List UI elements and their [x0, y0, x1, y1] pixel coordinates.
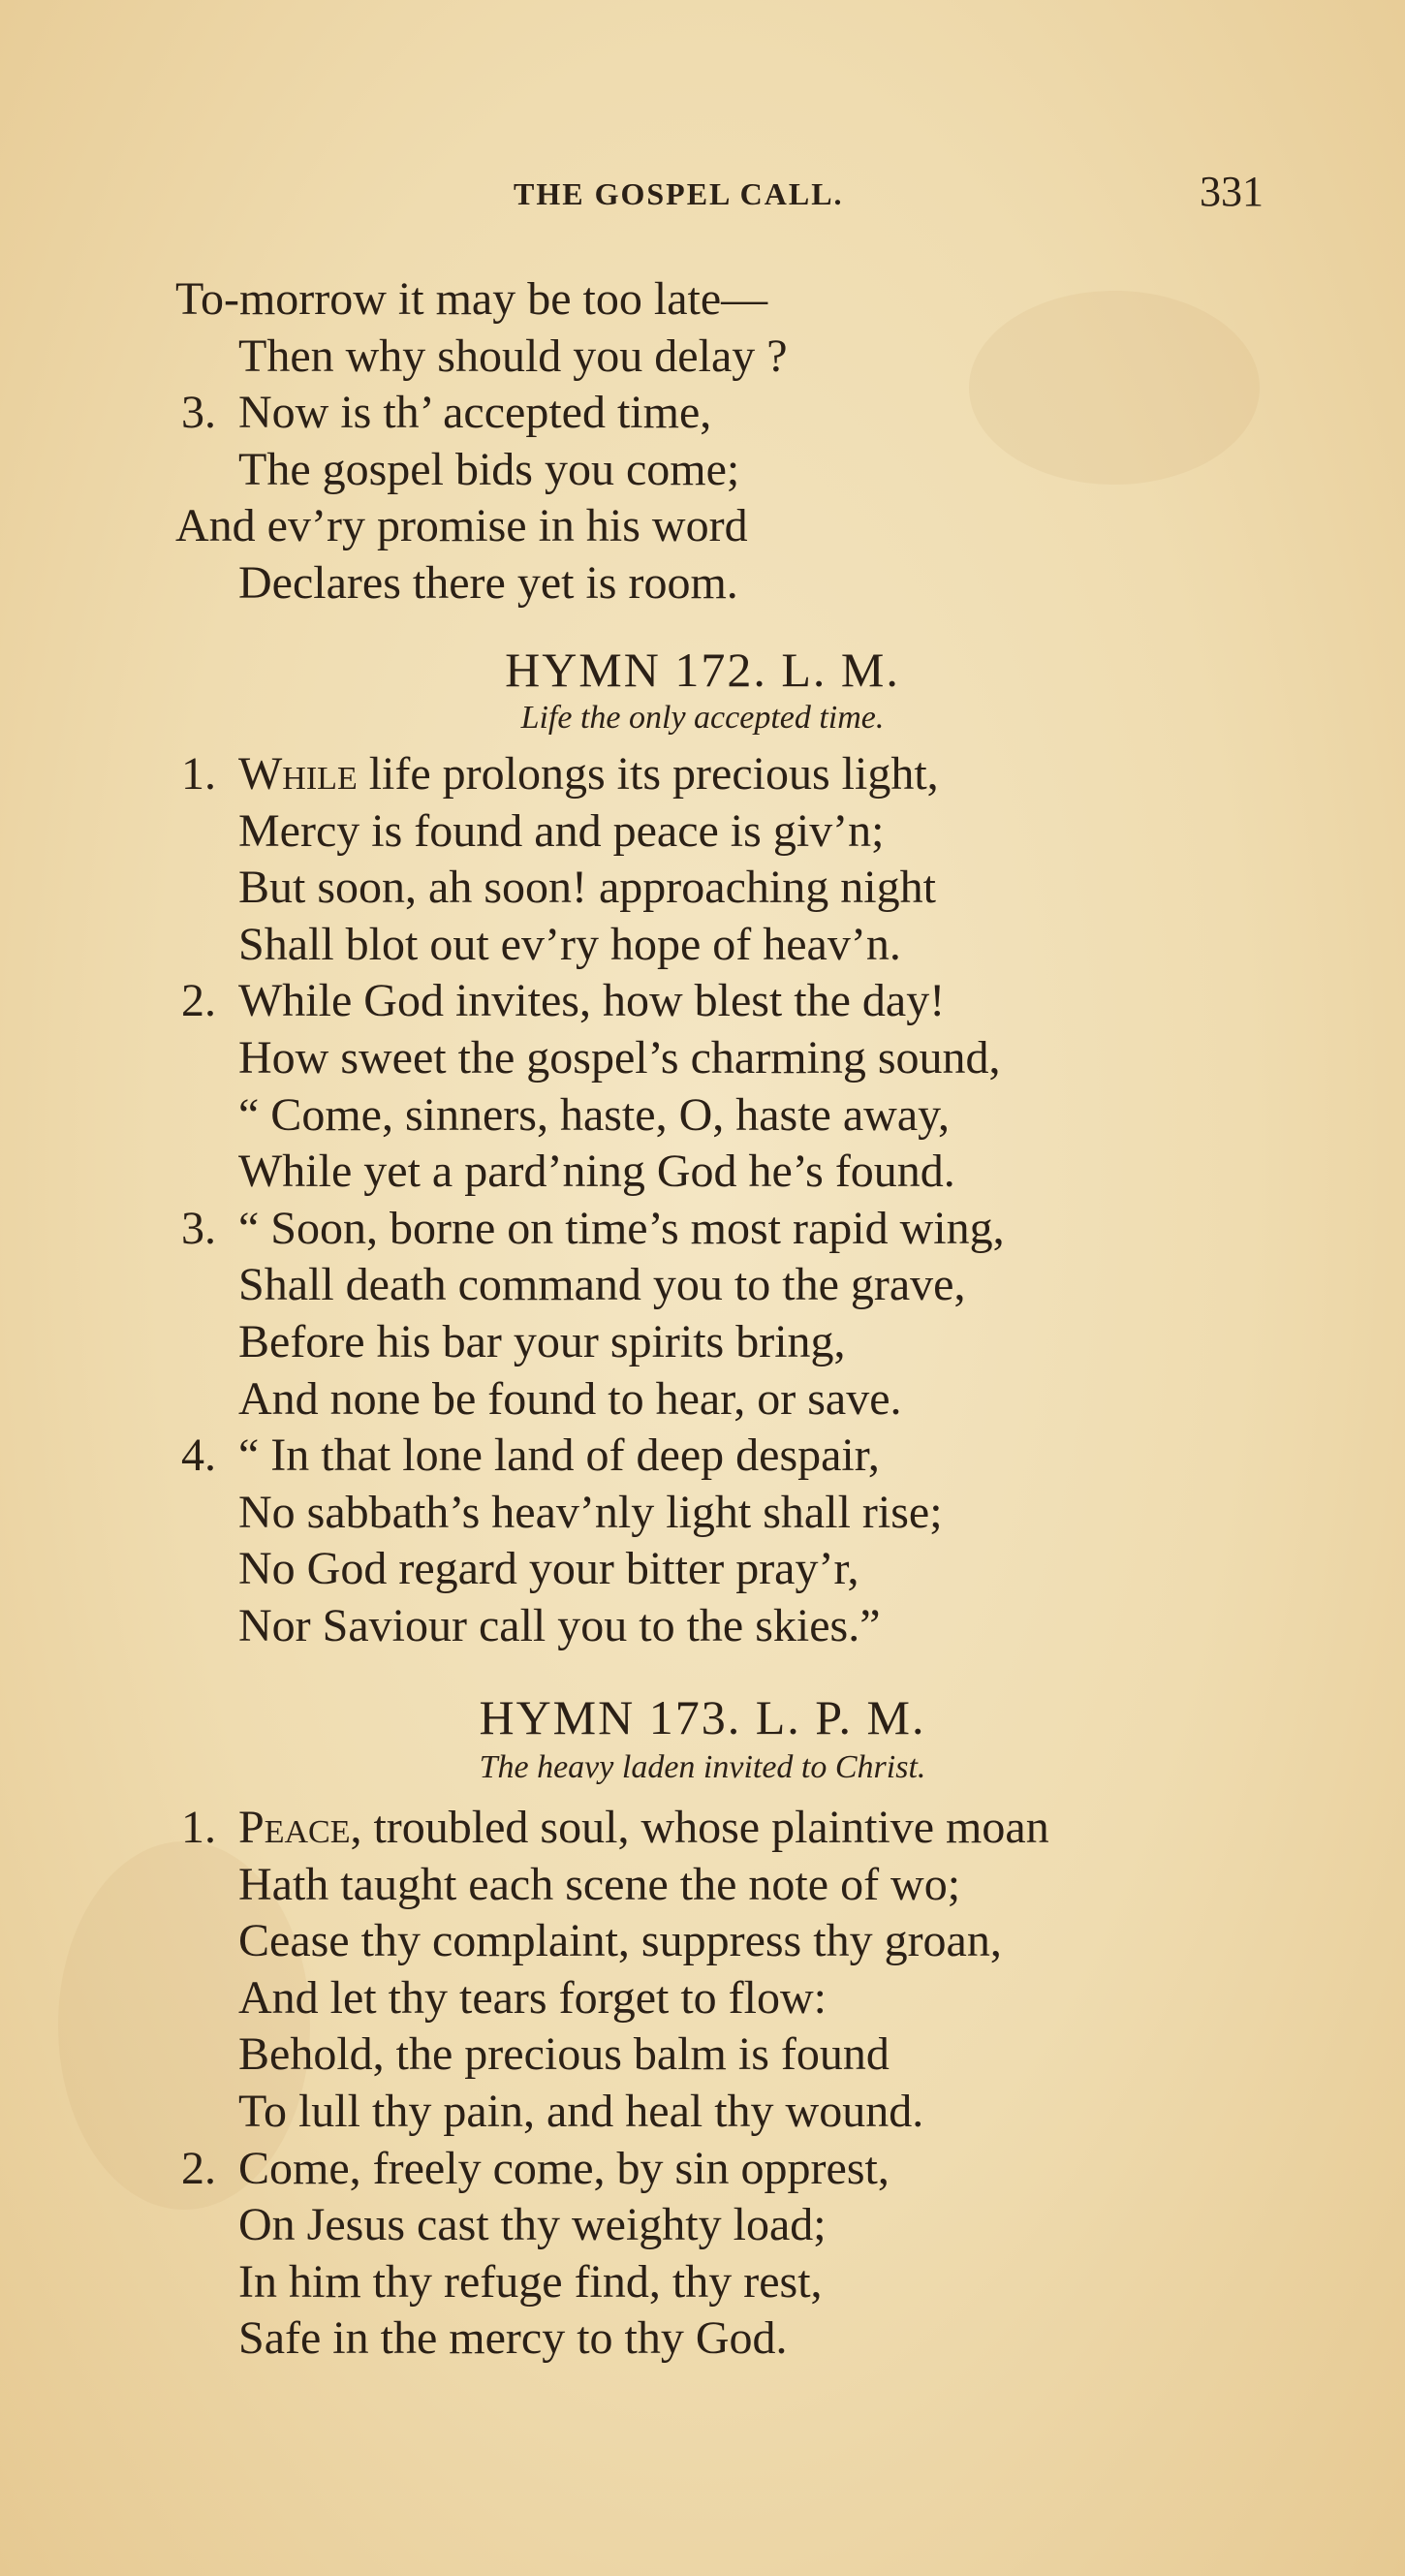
- line-text: Declares there yet is room.: [238, 556, 738, 609]
- stanza-number: 1.: [181, 748, 216, 800]
- verse-line: [175, 271, 1261, 329]
- line-text: “ Soon, borne on time’s most rapid wing,: [238, 1202, 1005, 1254]
- verse-line: [175, 2026, 1261, 2084]
- verse-line: [175, 1857, 1261, 1914]
- line-text: And none be found to hear, or save.: [238, 1372, 902, 1425]
- hymn-title: HYMN 173. L. P. M.: [479, 1690, 926, 1744]
- line-text: Cease thy complaint, suppress thy groan,: [238, 1915, 1002, 1967]
- verse-line: [175, 1144, 1261, 1201]
- verse-line: [175, 1541, 1261, 1598]
- verse-line: [175, 2084, 1261, 2141]
- stanza-number: 2.: [181, 975, 216, 1027]
- running-head: [0, 167, 1405, 215]
- line-text: No sabbath’s heav’nly light shall rise;: [238, 1486, 943, 1538]
- hymn-172-body: [175, 746, 1261, 1655]
- verse-line: [175, 1485, 1261, 1542]
- line-text: To-morrow it may be too late—: [175, 273, 768, 325]
- stanza-number: 1.: [181, 1802, 216, 1853]
- line-text: On Jesus cast thy weighty load;: [238, 2199, 827, 2251]
- hymn-subtitle: The heavy laden invited to Christ.: [479, 1749, 926, 1785]
- verse-line: [175, 1201, 1261, 1258]
- verse-line: [175, 973, 1261, 1030]
- page-number: 331: [1200, 168, 1264, 215]
- first-word: Peace,: [238, 1802, 362, 1853]
- line-text: In him thy refuge find, thy rest,: [238, 2255, 823, 2308]
- verse-line: [175, 555, 1261, 613]
- line-text: Safe in the mercy to thy God.: [238, 2312, 788, 2365]
- verse-line: [175, 1314, 1261, 1371]
- line-text: “ Come, sinners, haste, O, haste away,: [238, 1088, 951, 1141]
- verse-line: [175, 1800, 1261, 1857]
- line-text: While God invites, how blest the day!: [238, 975, 946, 1027]
- verse-line: [175, 329, 1261, 386]
- line-text: And let thy tears forget to flow:: [238, 1971, 827, 2024]
- verse-line: [175, 385, 1261, 442]
- verse-line: [175, 2197, 1261, 2254]
- continued-stanza: [175, 271, 1261, 613]
- running-title: THE GOSPEL CALL.: [514, 176, 844, 211]
- line-text: Before his bar your spirits bring,: [238, 1315, 846, 1367]
- verse-line: [175, 498, 1261, 555]
- verse-line: [175, 746, 1261, 803]
- first-word: While: [238, 748, 358, 800]
- line-text: The gospel bids you come;: [238, 443, 740, 495]
- line-text: Nor Saviour call you to the skies.”: [238, 1599, 881, 1651]
- line-text: No God regard your bitter pray’r,: [238, 1543, 859, 1595]
- verse-line: [175, 2254, 1261, 2311]
- line-text: Mercy is found and peace is giv’n;: [238, 804, 885, 857]
- verse-line: [175, 860, 1261, 917]
- line-text: To lull thy pain, and heal thy wound.: [238, 2085, 924, 2137]
- verse-line: [175, 1970, 1261, 2027]
- verse-line: [175, 803, 1261, 861]
- line-text: life prolongs its precious light,: [368, 748, 939, 800]
- line-text: Shall blot out ev’ry hope of heav’n.: [238, 918, 901, 970]
- stanza-number: 4.: [181, 1429, 216, 1482]
- line-text: But soon, ah soon! approaching night: [238, 862, 936, 914]
- line-text: Behold, the precious balm is found: [238, 2028, 890, 2081]
- verse-line: [175, 1257, 1261, 1314]
- line-text: Hath taught each scene the note of wo;: [238, 1858, 961, 1910]
- hymn-subtitle: Life the only accepted time.: [520, 700, 885, 736]
- line-text: And ev’ry promise in his word: [175, 500, 748, 552]
- line-text: “ In that lone land of deep despair,: [238, 1429, 880, 1482]
- line-text: Now is th’ accepted time,: [238, 387, 712, 439]
- stanza-number: 3.: [181, 1202, 216, 1254]
- verse-line: [175, 1598, 1261, 1655]
- hymn-title: HYMN 172. L. M.: [505, 643, 900, 697]
- line-text: Shall death command you to the grave,: [238, 1259, 966, 1311]
- line-text: While yet a pard’ning God he’s found.: [238, 1146, 955, 1198]
- hymn-173-body: [175, 1800, 1261, 2368]
- verse-line: [175, 1087, 1261, 1145]
- verse-line: [175, 1371, 1261, 1429]
- stanza-number: 2.: [181, 2142, 216, 2194]
- verse-line: [175, 2141, 1261, 2198]
- verse-line: [175, 2310, 1261, 2368]
- verse-line: [175, 442, 1261, 499]
- verse-line: [175, 1428, 1261, 1485]
- verse-line: [175, 917, 1261, 974]
- line-text: Then why should you delay ?: [238, 330, 788, 382]
- stanza-number: 3.: [181, 387, 216, 439]
- verse-line: [175, 1030, 1261, 1087]
- verse-line: [175, 1913, 1261, 1970]
- line-text: troubled soul, whose plaintive moan: [373, 1802, 1049, 1853]
- line-text: How sweet the gospel’s charming sound,: [238, 1031, 1001, 1084]
- line-text: Come, freely come, by sin opprest,: [238, 2142, 890, 2194]
